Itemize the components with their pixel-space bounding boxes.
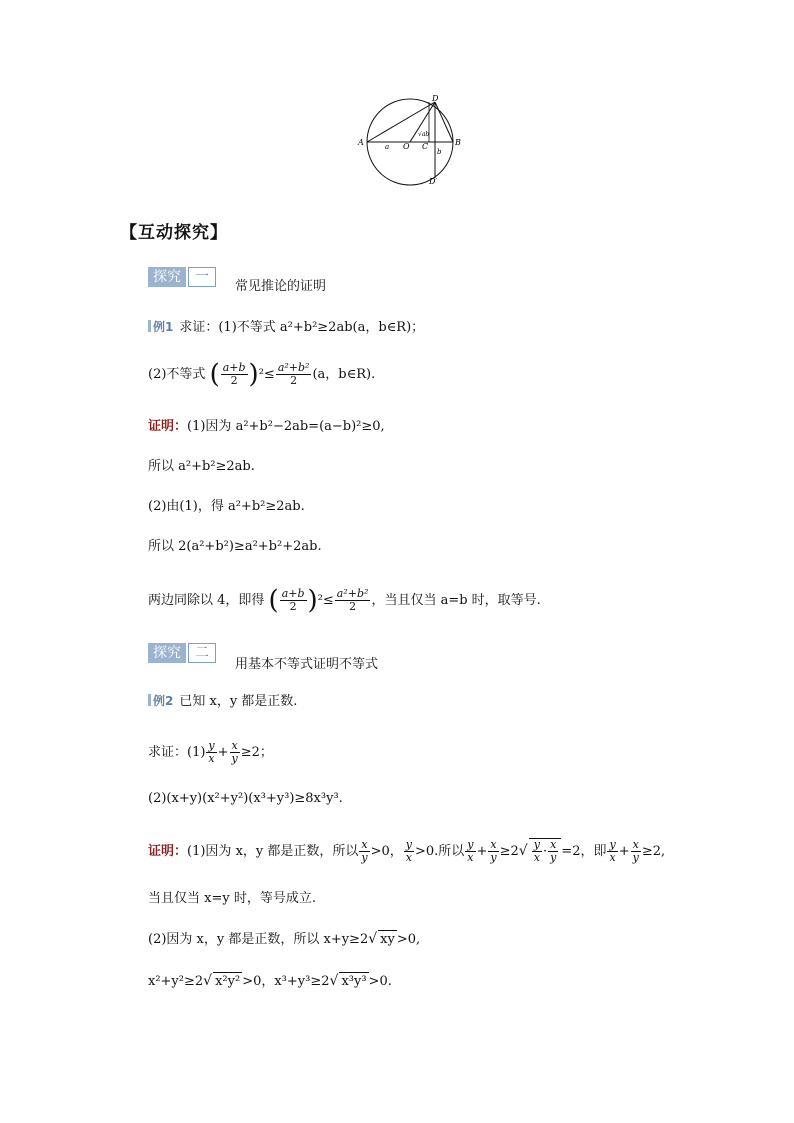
proof-1-line-2: 所以 a²+b²≥2ab. bbox=[148, 459, 255, 474]
label-a: a bbox=[385, 143, 390, 151]
fraction: $\frac{y}{x}$ bbox=[208, 739, 215, 765]
proof-2-line-3: (2)因为 x，y 都是正数，所以 x+y≥2√ xy >0, bbox=[148, 931, 421, 947]
explore-tag-number: 二 bbox=[188, 643, 216, 663]
label-D: D bbox=[432, 94, 439, 103]
example-1-line-2: (2)不等式 ( $\frac{a+b}{2}$ )²≤ $\frac{\text{a²+b²}}{2}$ (a，b∈R). bbox=[148, 359, 376, 390]
radical: x²y² bbox=[215, 974, 241, 989]
label-B: B bbox=[455, 138, 461, 147]
diagram-line-DB bbox=[435, 102, 453, 142]
proof-label: 证明： bbox=[148, 844, 188, 859]
label-sqrt-ab: √ab bbox=[418, 131, 430, 138]
proof-2-line-1: 证明：(1)因为 x，y 都是正数，所以 $\frac{x}{y}$ >0， $\frac{y}{x}$ >0.所以 $\frac{y}{x}$ + $\frac{x}{y}$ ≥2√ $\frac{y}{x}$ · $\frac{x}{y}$ =2，即 $\frac{y}{x}$ + $\frac{x}{y}$ ≥2, bbox=[148, 838, 666, 864]
explore-2-tag bbox=[148, 642, 216, 664]
fraction: $\frac{y}{x}$ bbox=[609, 838, 616, 864]
example-icon: 例2 bbox=[148, 692, 173, 710]
fraction: $\frac{\text{a²+b²}}{2}$ bbox=[277, 361, 310, 387]
proof-1-line-5: 两边同除以 4，即得 ( $\frac{a+b}{2}$ )²≤ $\frac{\text{a²+b²}}{2}$ ，当且仅当 a=b 时，取等号. bbox=[148, 585, 541, 616]
explore-tag-label: 探究 bbox=[148, 267, 186, 287]
example-1-line-1: 例1 求证：(1)不等式 a²+b²≥2ab(a，b∈R)； bbox=[148, 318, 424, 337]
label-A: A bbox=[358, 138, 364, 147]
fraction: $\frac{x}{y}$ bbox=[231, 739, 238, 765]
explore-2-title: 用基本不等式证明不等式 bbox=[235, 657, 379, 672]
label-C: C bbox=[422, 142, 429, 151]
fraction: $\frac{x}{y}$ bbox=[490, 838, 497, 864]
proof-1-line-4: 所以 2(a²+b²)≥a²+b²+2ab. bbox=[148, 539, 322, 554]
radical: x³y³ bbox=[341, 974, 367, 989]
radical: xy bbox=[380, 932, 395, 947]
radical: $\frac{y}{x}$ · $\frac{x}{y}$ bbox=[529, 838, 562, 864]
proof-2-line-4: x²+y²≥2√ x²y² >0，x³+y³≥2√ x³y³ >0. bbox=[148, 973, 392, 989]
example-2-line-1: 例2 已知 x，y 都是正数. bbox=[148, 692, 297, 711]
explore-1-tag bbox=[148, 266, 216, 288]
fraction: $\frac{\text{a²+b²}}{2}$ bbox=[336, 587, 369, 613]
example-2-line-2: 求证：(1) $\frac{y}{x}$ + $\frac{x}{y}$ ≥2； bbox=[148, 739, 273, 765]
label-O: O bbox=[403, 142, 410, 151]
explore-1-title: 常见推论的证明 bbox=[235, 279, 327, 294]
label-b: b bbox=[437, 148, 442, 156]
proof-label: 证明： bbox=[148, 419, 188, 434]
fraction: $\frac{a+b}{2}$ bbox=[281, 587, 305, 613]
explore-tag-number: 一 bbox=[188, 267, 216, 287]
proof-2-line-2: 当且仅当 x=y 时，等号成立. bbox=[148, 891, 316, 906]
proof-1-line-1: 证明：(1)因为 a²+b²−2ab=(a−b)²≥0, bbox=[148, 419, 385, 434]
proof-1-line-3: (2)由(1)，得 a²+b²≥2ab. bbox=[148, 499, 305, 514]
label-D-prime: D′ bbox=[429, 177, 438, 186]
example-icon: 例1 bbox=[148, 318, 173, 336]
example-2-line-3: (2)(x+y)(x²+y²)(x³+y³)≥8x³y³. bbox=[148, 791, 343, 806]
fraction: $\frac{x}{y}$ bbox=[632, 838, 639, 864]
circle-diagram bbox=[355, 92, 465, 187]
explore-tag-label: 探究 bbox=[148, 643, 186, 663]
fraction: $\frac{y}{x}$ bbox=[405, 838, 412, 864]
section-heading: 【互动探究】 bbox=[120, 223, 228, 243]
fraction: $\frac{x}{y}$ bbox=[361, 838, 368, 864]
fraction: $\frac{a+b}{2}$ bbox=[222, 361, 246, 387]
fraction: $\frac{y}{x}$ bbox=[467, 838, 474, 864]
